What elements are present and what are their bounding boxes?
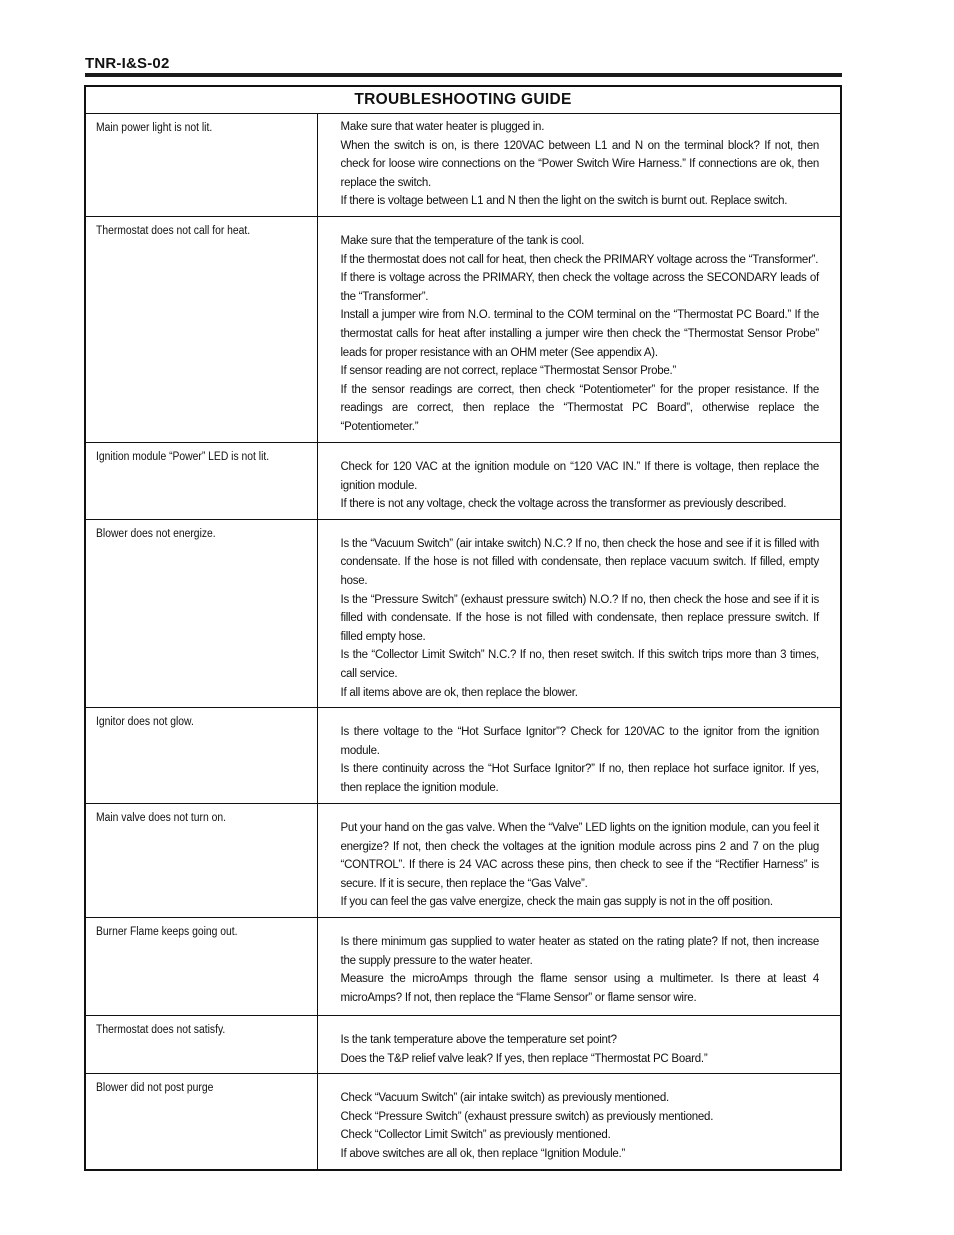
solution-cell bbox=[317, 708, 841, 804]
table-title: TROUBLESHOOTING GUIDE bbox=[85, 86, 841, 114]
solution-step: Check for 120 VAC at the ignition module on “120 VAC IN.” If there is voltage, then replace the ignition module. bbox=[340, 460, 819, 492]
solution-step: Measure the microAmps through the flame sensor using a multimeter. Is there at least 4 microAmps? If not, then replace the “Flame Sensor” or flame sensor wire. bbox=[340, 973, 819, 1004]
table-row bbox=[85, 216, 841, 442]
solution-step: Is the tank temperature above the temperature set point? bbox=[340, 1034, 617, 1047]
solution-cell bbox=[317, 114, 841, 217]
solution-step: If you can feel the gas valve energize, check the main gas supply is not in the off position. bbox=[340, 896, 773, 909]
solution-cell bbox=[317, 519, 841, 707]
problem-cell bbox=[85, 708, 317, 804]
solution-step: Is there continuity across the “Hot Surface Ignitor?” If no, then replace hot surface ignitor. If yes, then replace the ignition module. bbox=[340, 763, 819, 794]
troubleshooting-table bbox=[84, 85, 842, 1171]
problem-text: Thermostat does not satisfy. bbox=[96, 1024, 226, 1037]
problem-cell bbox=[85, 1016, 317, 1074]
problem-cell bbox=[85, 918, 317, 1016]
table-row bbox=[85, 804, 841, 918]
table-row bbox=[85, 918, 841, 1016]
solution-cell bbox=[317, 216, 841, 442]
problem-cell bbox=[85, 442, 317, 519]
solution-step: Is the “Vacuum Switch” (air intake switch) N.C.? If no, then check the hose and see if it is filled with condensate. If the hose is not filled with condensate, then replace vacuum switch. If filled, empty hose. bbox=[340, 537, 819, 587]
solution-step: Does the T&P relief valve leak? If yes, then replace “Thermostat PC Board.” bbox=[340, 1052, 708, 1065]
solution-step: If the sensor readings are correct, then check “Potentiometer” for the proper resistance. If the readings are correct, then replace the “Thermostat PC Board”, otherwise replace the “Potentiometer.” bbox=[340, 383, 819, 433]
problem-cell bbox=[85, 114, 317, 217]
solution-step: Is there minimum gas supplied to water heater as stated on the rating plate? If not, then increase the supply pressure to the water heater. bbox=[340, 936, 819, 967]
problem-text: Ignition module “Power” LED is not lit. bbox=[96, 450, 270, 463]
problem-cell bbox=[85, 1074, 317, 1170]
problem-cell bbox=[85, 804, 317, 918]
table-row bbox=[85, 114, 841, 217]
solution-step: If sensor reading are not correct, replace “Thermostat Sensor Probe.” bbox=[340, 365, 677, 378]
solution-cell bbox=[317, 918, 841, 1016]
table-row bbox=[85, 1016, 841, 1074]
problem-cell bbox=[85, 519, 317, 707]
solution-step: If all items above are ok, then replace the blower. bbox=[340, 686, 578, 699]
solution-step: Put your hand on the gas valve. When the “Valve” LED lights on the ignition module, can you feel it energize? If not, then check the voltages at the ignition module across pins 2 and 7 on the plug “CONTROL”. If there is 24 VAC across these pins, then check to see if the “Rectifier Harness” is secure. If it is secure, then replace the “Gas Valve”. bbox=[340, 822, 819, 890]
solution-step: If there is voltage between L1 and N then the light on the switch is burnt out. Replace switch. bbox=[340, 195, 788, 208]
solution-cell bbox=[317, 442, 841, 519]
problem-text: Ignitor does not glow. bbox=[96, 716, 194, 729]
table-row bbox=[85, 519, 841, 707]
solution-step: Check “Collector Limit Switch” as previously mentioned. bbox=[340, 1129, 611, 1142]
solution-step: Is the “Collector Limit Switch” N.C.? If no, then reset switch. If this switch trips more than 3 times, call service. bbox=[340, 649, 819, 680]
solution-step: Install a jumper wire from N.O. terminal to the COM terminal on the “Thermostat PC Board.” If the thermostat calls for heat after installing a jumper wire then check the “Thermostat Sensor Probe” leads for proper resistance with an OHM meter (See appendix A). bbox=[340, 309, 819, 359]
document-id: TNR-I&S-02 bbox=[85, 55, 170, 72]
solution-step: Is the “Pressure Switch” (exhaust pressure switch) N.O.? If no, then check the hose and see if it is filled with condensate. If the hose is not filled with condensate, then replace pressure switch. If filled empty hose. bbox=[340, 593, 819, 643]
table-row bbox=[85, 1074, 841, 1170]
problem-text: Thermostat does not call for heat. bbox=[96, 224, 251, 237]
problem-text: Blower does not energize. bbox=[96, 527, 216, 540]
solution-step: Make sure that the temperature of the tank is cool. bbox=[340, 234, 585, 247]
solution-cell bbox=[317, 804, 841, 918]
solution-step: Check “Pressure Switch” (exhaust pressure switch) as previously mentioned. bbox=[340, 1110, 714, 1123]
problem-text: Main power light is not lit. bbox=[96, 122, 213, 134]
problem-text: Blower did not post purge bbox=[96, 1082, 214, 1095]
header-rule bbox=[85, 73, 842, 77]
table-row bbox=[85, 708, 841, 804]
solution-cell bbox=[317, 1074, 841, 1170]
problem-text: Burner Flame keeps going out. bbox=[96, 926, 238, 939]
table-row bbox=[85, 442, 841, 519]
solution-step: If the thermostat does not call for heat, then check the PRIMARY voltage across the “Transformer”. bbox=[340, 253, 819, 266]
solution-step: Check “Vacuum Switch” (air intake switch) as previously mentioned. bbox=[340, 1092, 669, 1105]
solution-step: Make sure that water heater is plugged in. bbox=[340, 121, 545, 133]
solution-step: When the switch is on, is there 120VAC between L1 and N on the terminal block? If not, then check for loose wire connections on the “Power Switch Wire Harness.” If connections are ok, then replace the switch. bbox=[340, 139, 819, 189]
problem-cell bbox=[85, 216, 317, 442]
solution-cell bbox=[317, 1016, 841, 1074]
solution-step: If there is voltage across the PRIMARY, then check the voltage across the SECONDARY leads of the “Transformer”. bbox=[340, 272, 819, 303]
solution-step: Is there voltage to the “Hot Surface Ignitor”? Check for 120VAC to the ignitor from the ignition module. bbox=[340, 726, 819, 757]
problem-text: Main valve does not turn on. bbox=[96, 812, 227, 825]
solution-step: If above switches are all ok, then replace “Ignition Module.” bbox=[340, 1148, 626, 1161]
solution-step: If there is not any voltage, check the voltage across the transformer as previously described. bbox=[340, 498, 787, 511]
